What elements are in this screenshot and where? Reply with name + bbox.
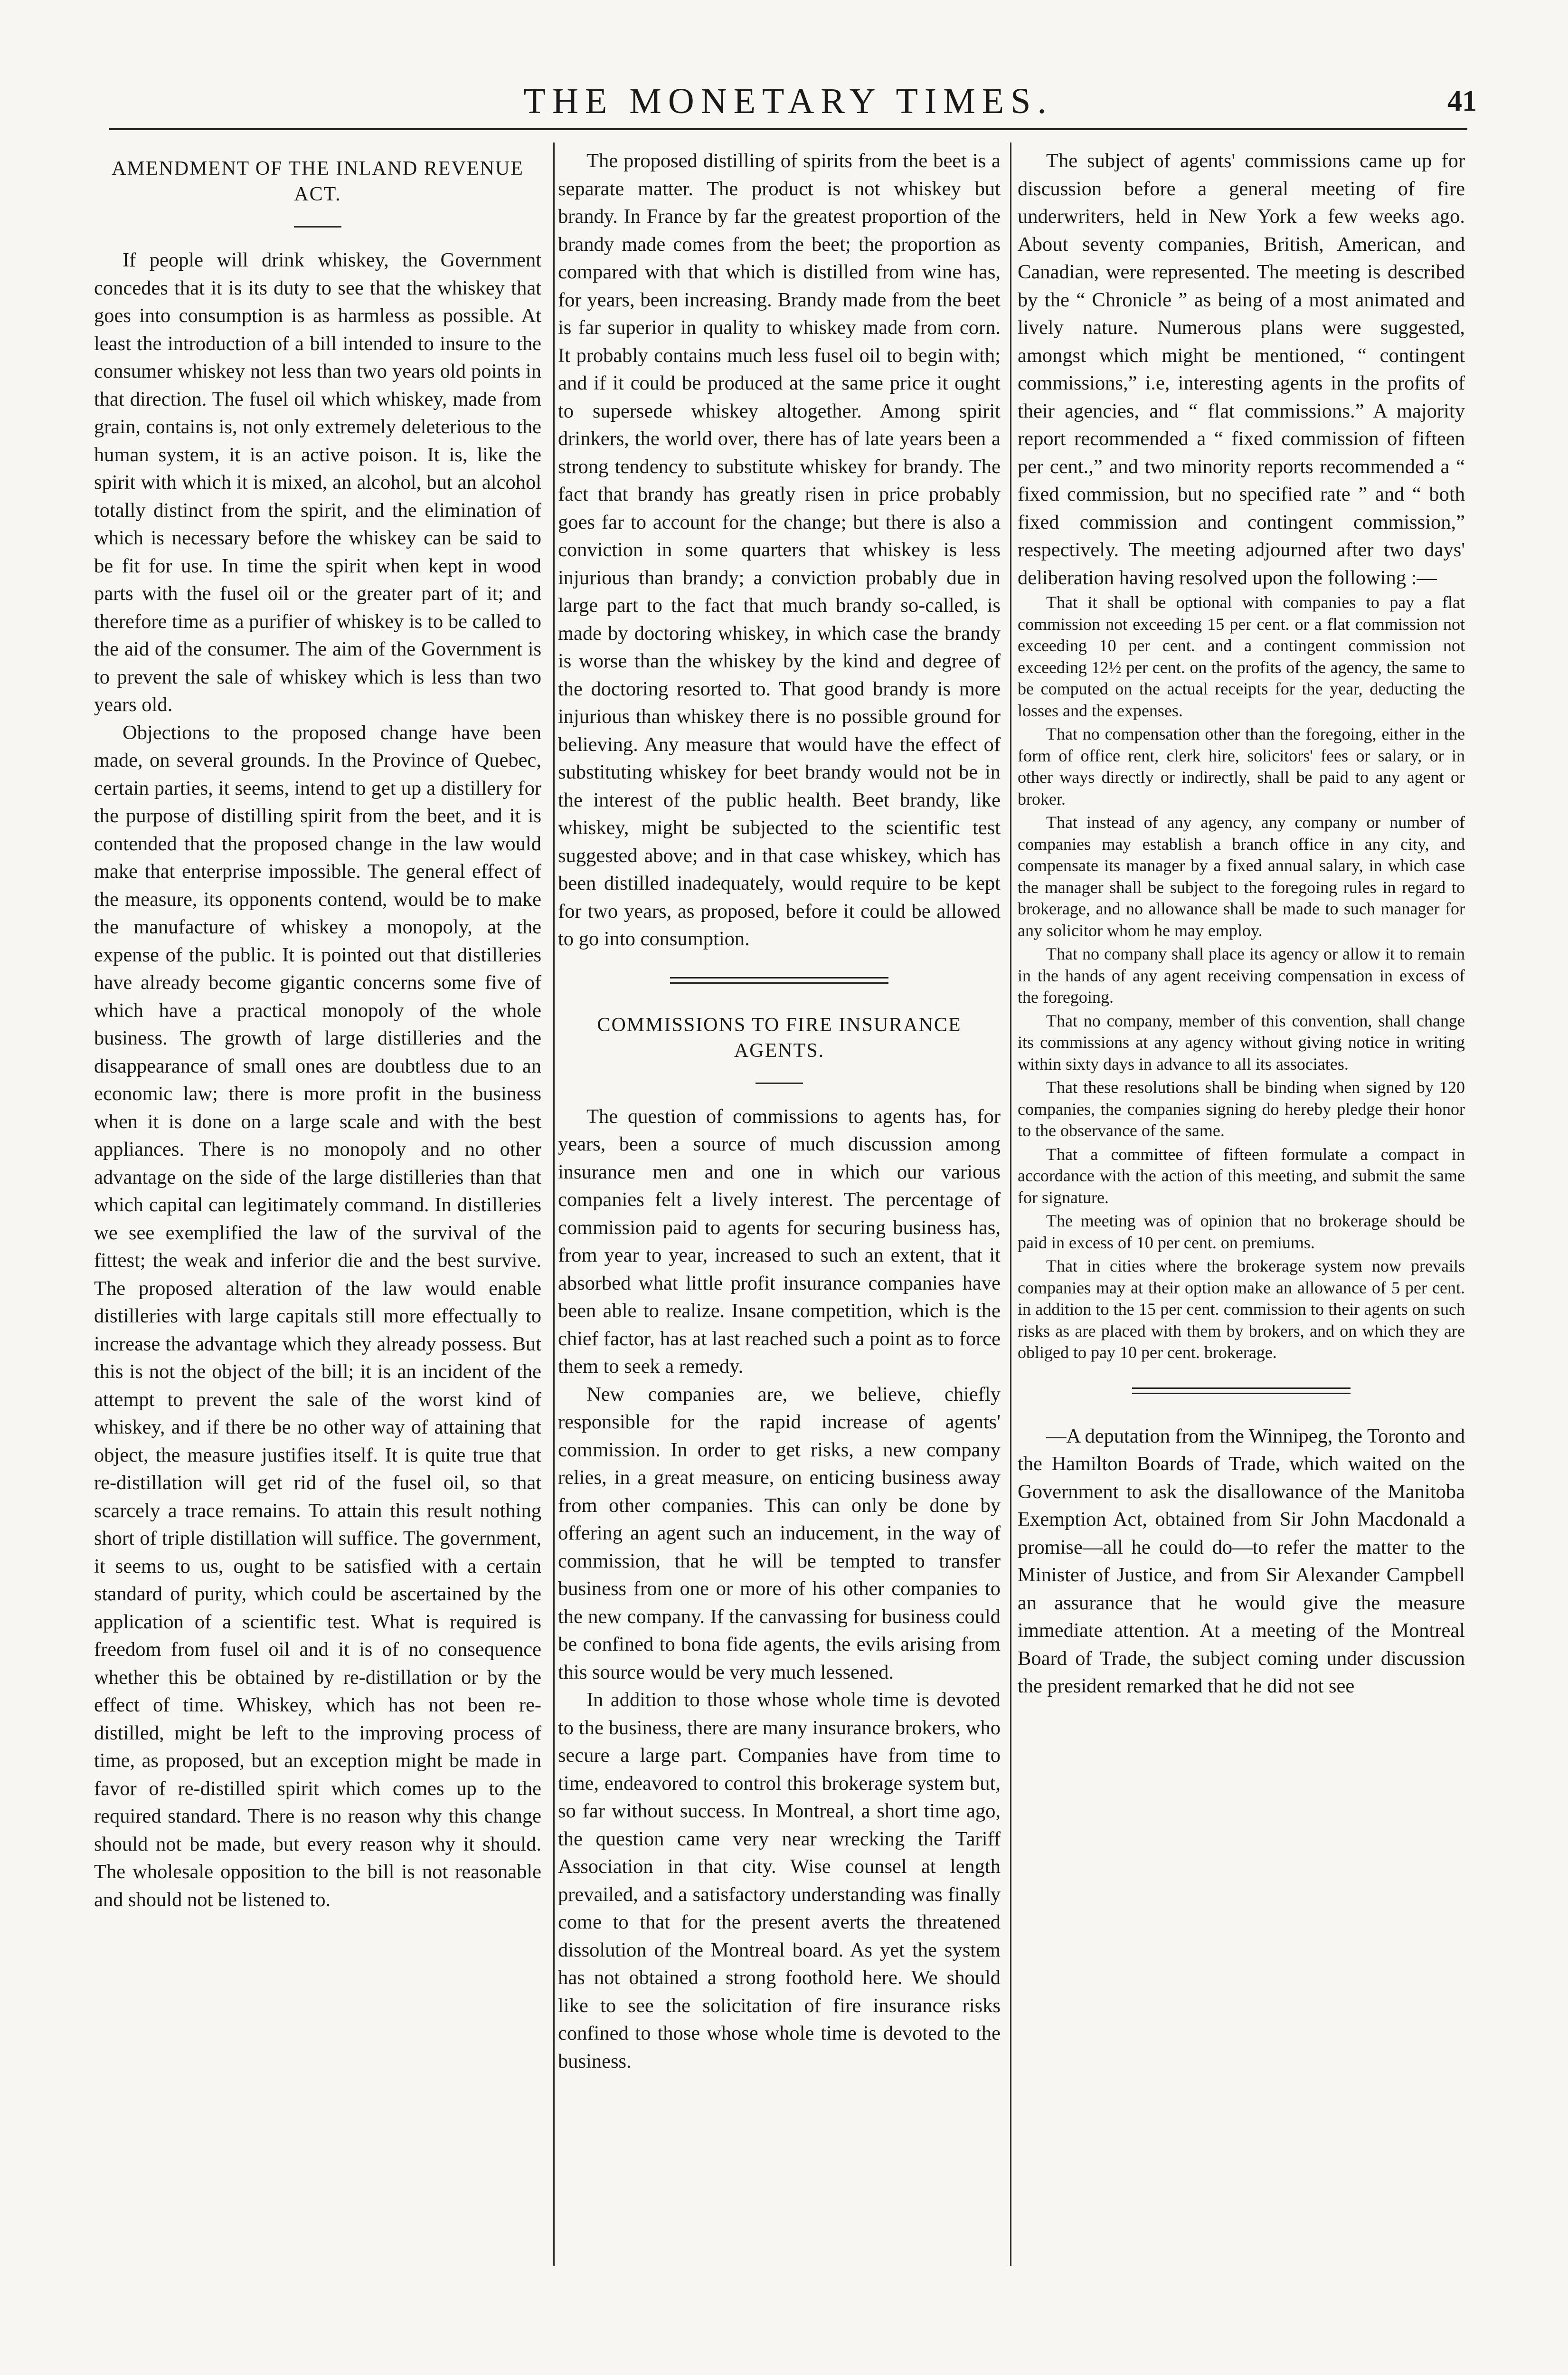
article-paragraph: In addition to those whose whole time is devoted to the business, there are many insurance brokers, who secure a large part. Companies have from time to time, endeavored to control this brokerage system but, so far without success. In Montreal, a short time ago, the question came very near wrecking the Tariff Association in that city. Wise counsel at length prevailed, and a satisfactory understanding was finally come to that for the present averts the threatened dissolution of the Montreal board. As yet the system has not obtained a strong foothold here. We should like to see the solicitation of fire insurance risks confined to those whose whole time is devoted to the business. xyxy=(558,1689,1001,2072)
article-separator xyxy=(1132,1387,1351,1394)
resolution: That no compensation other than the foregoing, either in the form of office rent, clerk hire, solicitors' fees or salary, or in other ways directly or indirectly, shall be paid to any agent or broker. xyxy=(1018,724,1465,808)
article-heading: COMMISSIONS TO FIRE INSURANCE AGENTS. xyxy=(597,1014,962,1062)
page-number: 41 xyxy=(1447,85,1477,117)
heading-rule xyxy=(756,1083,803,1084)
masthead xyxy=(100,71,1477,142)
article-paragraph: —A deputation from the Winnipeg, the Toronto and the Hamilton Boards of Trade, which waited on the Government to ask the disallowance of the Manitoba Exemption Act, obtained from Sir John Macdonald a promise—all he could do—to refer the matter to the Minister of Justice, and from Sir Alexander Campbell an assurance that he would give the measure immediate attention. At a meeting of the Montreal Board of Trade, the subject coming under discussion the president remarked that he did not see xyxy=(1018,1425,1465,1697)
resolution: That no company, member of this convention, shall change its commissions at any agency without giving notice in writing within sixty days in advance to all its associates. xyxy=(1018,1011,1465,1074)
resolution: That no company shall place its agency or allow it to remain in the hands of any agent receiving compensation in excess of the foregoing. xyxy=(1018,944,1465,1007)
resolution: That these resolutions shall be binding when signed by 120 companies, the companies signing do hereby pledge their honor to the observance of the same. xyxy=(1018,1078,1465,1140)
article-paragraph: The proposed distilling of spirits from the beet is a separate matter. The product is not whiskey but brandy. In France by far the greatest proportion of the brandy made comes from the beet; the proportion as compared with that which is distilled from wine has, for years, been increasing. Brandy made from the beet is far superior in quality to whiskey made from corn. It probably contains much less fusel oil to begin with; and if it could be produced at the same price it ought to supersede whiskey altogether. Among spirit drinkers, the world over, there has of late years been a strong tendency to substitute whiskey for brandy. The fact that brandy has greatly risen in price probably goes far to account for the change; but there is also a conviction in some quarters that whiskey is less injurious than brandy; a conviction probably due in large part to the fact that much brandy so-called, is made by doctoring whiskey, in which case the brandy is worse than the whiskey by the kind and degree of the doctoring resorted to. That good brandy is more injurious than whiskey there is no possible ground for believing. Any measure that would have the effect of substituting whiskey for beet brandy would not be in the interest of the public health. Beet brandy, like whiskey, might be subjected to the scientific test suggested above; and in that case whiskey, which has been distilled inadequately, would require to be kept for two years, as proposed, before it could be allowed to go into consumption. xyxy=(558,150,1001,950)
resolution: That in cities where the brokerage system now prevails companies may at their option make an allowance of 5 per cent. in addition to the 15 per cent. commission to their agents on such risks as are placed with them by brokers, and on which they are obliged to pay 10 per cent. brokerage. xyxy=(1018,1256,1465,1362)
column-divider xyxy=(553,142,555,2266)
article-heading: AMENDMENT OF THE INLAND REVENUE ACT. xyxy=(112,158,524,205)
column-2 xyxy=(558,147,1001,2270)
resolution: The meeting was of opinion that no brokerage should be paid in excess of 10 per cent. on premiums. xyxy=(1018,1211,1465,1252)
article-paragraph: New companies are, we believe, chiefly responsible for the rapid increase of agents' commission. In order to get risks, a new company relies, in a great measure, on enticing business away from other companies. This can only be done by offering an agent such an inducement, in the way of commission, that he will be tempted to transfer business from one or more of his other companies to the new company. If the canvassing for business could be confined to bona fide agents, the evils arising from this source would be very much lessened. xyxy=(558,1383,1001,1683)
masthead-rule xyxy=(109,128,1467,130)
heading-rule xyxy=(294,226,341,228)
resolution: That a committee of fifteen formulate a compact in accordance with the action of this meeting, and submit the same for signature. xyxy=(1018,1144,1465,1207)
article-separator xyxy=(670,977,888,984)
article-paragraph: The question of commissions to agents has, for years, been a source of much discussion among insurance men and one in which our various companies felt a lively interest. The percentage of commission paid to agents for securing business has, from year to year, increased to such an extent, that it absorbed what little profit insurance companies have been able to realize. Insane competition, which is the chief factor, has at last reached such a point as to force them to seek a remedy. xyxy=(558,1105,1001,1378)
resolution: That it shall be optional with companies to pay a flat commission not exceeding 15 per cent. or a flat commission not exceeding 10 per cent. and a contingent commission not exceeding 12½ per cent. on the profits of the agency, the same to be computed on the actual receipts for the year, deducting the losses and the expenses. xyxy=(1018,593,1465,720)
article-paragraph: If people will drink whiskey, the Government concedes that it is its duty to see that the whiskey that goes into consumption is as harmless as possible. At least the introduction of a bill intended to insure to the consumer whiskey not less than two years old points in that direction. The fusel oil which whiskey, made from grain, contains is, not only extremely deleterious to the human system, it is an active poison. It is, like the spirit with which it is mixed, an alcohol, but an alcohol totally distinct from the spirit, and the elimination of which is necessary before the whiskey can be said to be fit for use. In time the spirit when kept in wood parts with the fusel oil or the greater part of it; and therefore time as a purifier of whiskey is to be called to the aid of the consumer. The aim of the Government is to prevent the sale of whiskey which is less than two years old. xyxy=(94,249,541,716)
column-divider xyxy=(1010,142,1011,2266)
article-paragraph: The subject of agents' commissions came up for discussion before a general meeting of fire underwriters, held in New York a few weeks ago. About seventy companies, British, American, and Canadian, were represented. The meeting is described by the “ Chronicle ” as being of a most animated and lively nature. Numerous plans were suggested, amongst which might be mentioned, “ contingent commissions,” i.e, interesting agents in the profits of their agencies, and “ flat commissions.” A majority report recommended a “ fixed commission of fifteen per cent.,” and two minority reports recommended a “ fixed commission, but no specified rate ” and “ both fixed commission and contingent commission,” respectively. The meeting adjourned after two days' deliberation having resolved upon the following :— xyxy=(1018,150,1465,589)
column-1 xyxy=(94,147,541,2270)
column-3 xyxy=(1018,147,1465,2270)
resolution: That instead of any agency, any company or number of companies may establish a branch office in any city, and compensate its manager by a fixed annual salary, in which case the manager shall be subject to the foregoing rules in regard to brokerage, and no allowance shall be made to such manager for any solicitor whom he may employ. xyxy=(1018,813,1465,940)
article-paragraph: Objections to the proposed change have been made, on several grounds. In the Province of Quebec, certain parties, it seems, intend to get up a distillery for the purpose of distilling spirit from the beet, and it is contended that the proposed change in the law would make that enterprise impossible. The general effect of the measure, its opponents contend, would be to make the manufacture of whiskey a monopoly, at the expense of the public. It is pointed out that distilleries have already become gigantic concerns some five of which have a practical monopoly of the whole business. The growth of large distilleries and the disappearance of small ones are doubtless due to an economic law; there is more profit in the business when it is done on a large scale and with the best appliances. There is no monopoly and no other advantage on the side of the large distilleries than that which capital can legitimately command. In distilleries we see exemplified the law of the survival of the fittest; the weak and inferior die and the best survive. The proposed alteration of the law would enable distilleries with large capitals still more effectually to increase the advantage which they already possess. But this is not the object of the bill; it is an incident of the attempt to prevent the sale of the worst kind of whiskey, and if there be no other way of attaining that object, the measure justifies itself. It is quite true that re-distillation will get rid of the fusel oil, so that scarcely a trace remains. To attain this result nothing short of triple distillation will suffice. The government, it seems to us, ought to be satisfied with a certain standard of purity, which could be ascertained by the application of a scientific test. What is required is freedom from fusel oil and it is of no consequence whether this be obtained by re-distillation or by the effect of time. Whiskey, which has not been re-distilled, might be left to the improving process of time, as proposed, but an exception might be made in favor of re-distilled spirit which comes up to the required standard. There is no reason why this change should not be made, but every reason why it should. The wholesale opposition to the bill is not reasonable and should not be listened to. xyxy=(94,721,541,1911)
publication-title: THE MONETARY TIMES. xyxy=(523,81,1053,121)
